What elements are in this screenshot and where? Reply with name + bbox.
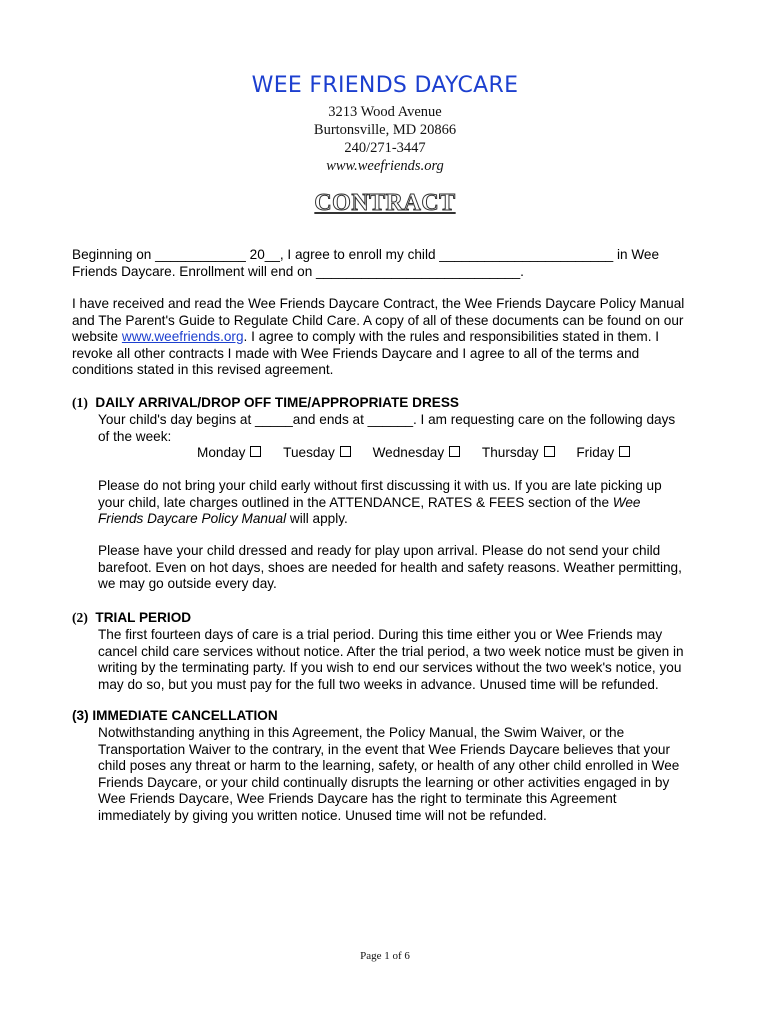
section-line: Friends Daycare, or your child continually disrupts the learning or other activities engaged in by [98, 774, 670, 790]
section-line: child poses any threat or harm to the learning, safety, or health of any other child enrolled in Wee [98, 758, 680, 773]
intro-paragraph [72, 247, 702, 280]
manual-title: Friends Daycare Policy Manual [98, 511, 287, 526]
section-title: DAILY ARRIVAL/DROP OFF TIME/APPROPRIATE DRESS [95, 395, 459, 410]
agreement-line: revoke all other contracts I made with Wee Friends Daycare and I agree to all of the terms and [72, 345, 640, 361]
day-friday [576, 445, 630, 462]
section-line: may do so, but you must pay for the full two weeks in advance. Unused time will be refunded. [98, 676, 659, 692]
dress-paragraph [98, 543, 702, 593]
section-line [98, 495, 702, 512]
section-title: IMMEDIATE CANCELLATION [92, 708, 278, 723]
website-header: www.weefriends.org [326, 158, 444, 174]
day-monday [197, 445, 261, 462]
monday-checkbox[interactable] [250, 446, 261, 457]
late-pickup-paragraph [98, 478, 702, 528]
intro-line: Beginning on ____________ 20__, I agree to enroll my child _______________________ in Wee [72, 247, 660, 262]
section-2-text [98, 627, 702, 693]
section-line: writing by the terminating party. If you wish to end our services without the two week's notice, you [98, 660, 682, 675]
day-label: Friday [576, 445, 615, 460]
weekday-checkboxes [197, 445, 648, 462]
intro-line: Friends Daycare. Enrollment will end on ___________________________. [72, 263, 524, 279]
section-3-heading [72, 708, 278, 725]
agreement-line: conditions stated in this revised agreement. [72, 362, 334, 377]
manual-title: Wee [612, 494, 641, 510]
section-line: of the week: [98, 428, 172, 444]
section-line: Please have your child dressed and ready for play upon arrival. Please do not send your child [98, 543, 661, 558]
phone-number: 240/271-3447 [344, 140, 426, 156]
day-label: Monday [197, 445, 246, 460]
address-line-1: 3213 Wood Avenue [328, 104, 442, 120]
tuesday-checkbox[interactable] [340, 446, 351, 457]
agreement-line: I have received and read the Wee Friends Daycare Contract, the Wee Friends Daycare Policy Manual [72, 296, 685, 311]
agreement-line: and The Parent's Guide to Regulate Child Care. A copy of all of these documents can be found on our [72, 312, 684, 328]
website-link[interactable]: www.weefriends.org [121, 329, 244, 344]
section-line: Wee Friends Daycare, Wee Friends Daycare has the right to terminate this Agreement [98, 791, 617, 806]
page-number: Page 1 of 6 [360, 950, 410, 962]
section-line: we may go outside every day. [98, 576, 277, 591]
section-number: (2) [72, 610, 88, 625]
section-1-heading [72, 395, 459, 412]
section-line [98, 511, 702, 528]
section-1-text [98, 412, 702, 445]
section-line: cancel child care services without notice. After the trial period, a two week notice must be given in [98, 643, 684, 659]
agreement-paragraph [72, 296, 702, 379]
agreement-text: website [72, 329, 122, 344]
thursday-checkbox[interactable] [544, 446, 555, 457]
section-number: (1) [72, 395, 88, 410]
day-label: Wednesday [372, 445, 445, 460]
section-text: your child, late charges outlined in the ATTENDANCE, RATES & FEES section of the [98, 494, 613, 510]
section-line: The first fourteen days of care is a trial period. During this time either you or Wee Friends may [98, 627, 663, 642]
daycare-name: WEE FRIENDS DAYCARE [251, 73, 519, 98]
day-label: Thursday [481, 445, 539, 460]
agreement-line [72, 329, 702, 346]
section-text: will apply. [286, 511, 348, 526]
friday-checkbox[interactable] [619, 446, 630, 457]
agreement-text: . I agree to comply with the rules and responsibilities stated in them. I [243, 329, 660, 344]
section-line: immediately by giving you written notice. Unused time will not be refunded. [98, 807, 547, 823]
section-line: Please do not bring your child early without first discussing it with us. If you are late picking up [98, 478, 662, 493]
wednesday-checkbox[interactable] [449, 446, 460, 457]
section-line: Your child's day begins at _____and ends at ______. I am requesting care on the following days [98, 412, 676, 427]
section-title: TRIAL PERIOD [95, 610, 192, 625]
day-label: Tuesday [283, 445, 335, 460]
section-2-heading [72, 610, 191, 627]
address-line-2: Burtonsville, MD 20866 [313, 122, 457, 138]
section-line: Notwithstanding anything in this Agreement, the Policy Manual, the Swim Waiver, or the [98, 725, 625, 740]
day-thursday [482, 445, 555, 462]
day-wednesday [373, 445, 461, 462]
section-line: barefoot. Even on hot days, shoes are needed for health and safety reasons. Weather permitting, [98, 559, 682, 575]
section-line: Transportation Waiver to the contrary, in the event that Wee Friends Daycare believes that your [98, 741, 670, 757]
section-number: (3) [72, 708, 89, 723]
day-tuesday [283, 445, 351, 462]
contract-title: CONTRACT [314, 190, 456, 216]
section-3-text [98, 725, 702, 824]
